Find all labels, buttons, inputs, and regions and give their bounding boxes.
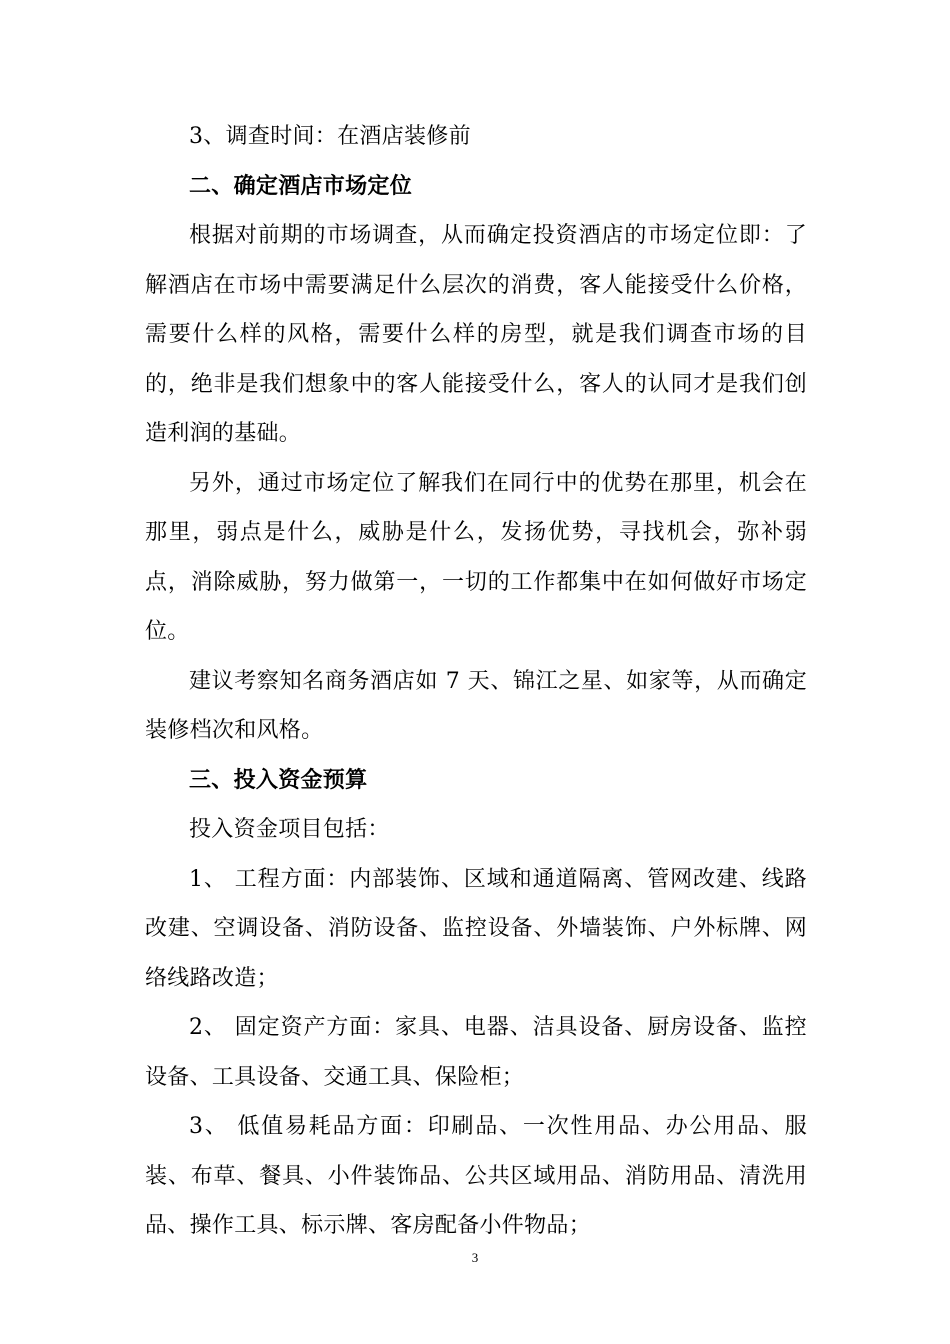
paragraph-suggestion: 建议考察知名商务酒店如 7 天、锦江之星、如家等，从而确定装修档次和风格。 bbox=[145, 668, 807, 743]
list-item-consumables: 3、 低值易耗品方面：印刷品、一次性用品、办公用品、服装、布草、餐具、小件装饰品、公共区域用品、消防用品、清洗用品、操作工具、标示牌、客房配备小件物品； bbox=[145, 1114, 807, 1238]
paragraph-positioning-basis: 根据对前期的市场调查，从而确定投资酒店的市场定位即：了解酒店在市场中需要满足什么层次的消费，客人能接受什么价格，需要什么样的风格，需要什么样的房型，就是我们调查市场的目的，绝非是我们想象中的客人能接受什么，客人的认同才是我们创造利润的基础。 bbox=[145, 223, 807, 446]
section-heading-budget: 三、投入资金预算 bbox=[189, 766, 368, 793]
list-item-engineering: 1、 工程方面：内部装饰、区域和通道隔离、管网改建、线路改建、空调设备、消防设备、监控设备、外墙装饰、户外标牌、网络线路改造； bbox=[145, 866, 807, 991]
section-heading-market-positioning: 二、确定酒店市场定位 bbox=[189, 172, 413, 199]
page-number: 3 bbox=[471, 1250, 479, 1265]
paragraph-positioning-swot: 另外，通过市场定位了解我们在同行中的优势在那里，机会在那里，弱点是什么，威胁是什么，发扬优势，寻找机会，弥补弱点，消除威胁，努力做第一，一切的工作都集中在如何做好市场定位。 bbox=[145, 470, 807, 644]
paragraph-budget-intro: 投入资金项目包括： bbox=[189, 817, 390, 842]
paragraph-survey-time: 3、调查时间：在酒店装修前 bbox=[189, 124, 471, 149]
list-item-fixed-assets: 2、 固定资产方面：家具、电器、洁具设备、厨房设备、监控设备、工具设备、交通工具、保险柜； bbox=[145, 1015, 807, 1090]
document-body bbox=[145, 112, 807, 1251]
